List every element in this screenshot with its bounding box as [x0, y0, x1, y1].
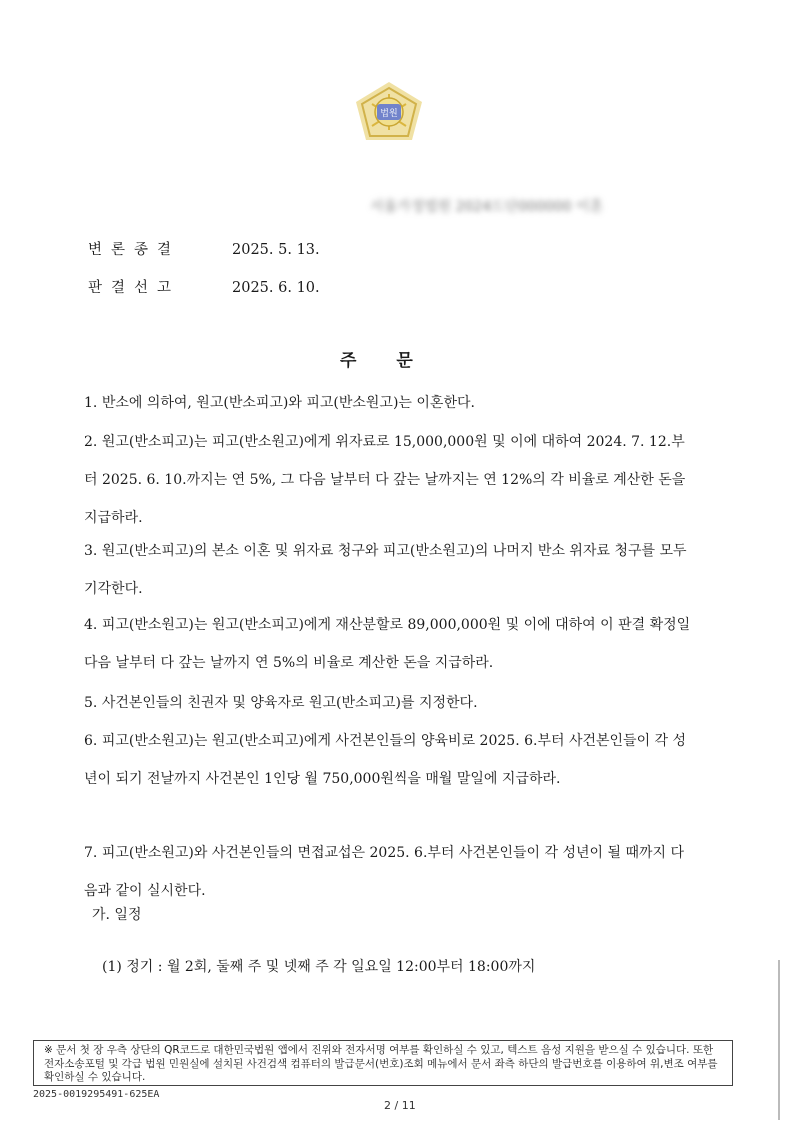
redacted-case-info: 서울가정법원 2024드단000000 이혼: [370, 199, 604, 215]
judgment-date: 2025. 6. 10.: [232, 280, 320, 296]
verification-notice: ※ 문서 첫 장 우측 상단의 QR코드로 대한민국법원 앱에서 진위와 전자서명 여부를 확인하실 수 있고, 텍스트 음성 지원을 받으실 수 있습니다. 또한 전자소송포털 및 각급 법원 민원실에 설치된 사건검색 컴퓨터의 발급문서(번호)조회 메뉴에서 문서 좌측 하단의 발급번호를 이용하여 위,변조 여부를 확인하실 수 있습니다.: [33, 1040, 733, 1086]
list-item: 5. 사건본인들의 친권자 및 양육자로 원고(반소피고)를 지정한다.: [84, 695, 478, 711]
closing-date: 2025. 5. 13.: [232, 242, 320, 258]
court-seal-icon: [352, 80, 426, 144]
schedule-regular: (1) 정기 : 월 2회, 둘째 주 및 넷째 주 각 일요일 12:00부터 18:00까지: [102, 959, 536, 975]
seal-text: 법원: [380, 109, 398, 119]
list-item: 6. 피고(반소원고)는 원고(반소피고)에게 사건본인들의 양육비로 2025. 6.부터 사건본인들이 각 성년이 되기 전날까지 사건본인 1인당 월 750,000원씩을 매월 말일에 지급하라.: [84, 733, 687, 787]
list-item: 7. 피고(반소원고)와 사건본인들의 면접교섭은 2025. 6.부터 사건본인들이 각 성년이 될 때까지 다음과 같이 실시한다.: [84, 845, 685, 899]
judgment-row: [88, 276, 320, 297]
list-item: 1. 반소에 의하여, 원고(반소피고)와 피고(반소원고)는 이혼한다.: [84, 395, 475, 411]
list-item: 3. 원고(반소피고)의 본소 이혼 및 위자료 청구와 피고(반소원고)의 나머지 반소 위자료 청구를 모두 기각한다.: [84, 543, 687, 597]
issue-number: 2025-0019295491-625EA: [33, 1089, 160, 1100]
margin-rule: [778, 960, 780, 1120]
closing-label: 변론종결: [88, 242, 181, 258]
list-item: 2. 원고(반소피고)는 피고(반소원고)에게 위자료로 15,000,000원 및 이에 대하여 2024. 7. 12.부터 2025. 6. 10.까지는 연 5%, 그 다음 날부터 다 갚는 날까지는 연 12%의 각 비율로 계산한 돈을 지급하라.: [84, 434, 686, 526]
closing-row: [88, 238, 320, 259]
schedule-heading: 가. 일정: [92, 907, 142, 923]
page-number: 2 / 11: [384, 1099, 416, 1112]
list-item: 4. 피고(반소원고)는 원고(반소피고)에게 재산분할로 89,000,000원 및 이에 대하여 이 판결 확정일 다음 날부터 다 갚는 날까지 연 5%의 비율로 계산한 돈을 지급하라.: [84, 617, 691, 671]
judgment-label: 판결선고: [88, 280, 181, 296]
section-title: 주문: [340, 351, 453, 371]
